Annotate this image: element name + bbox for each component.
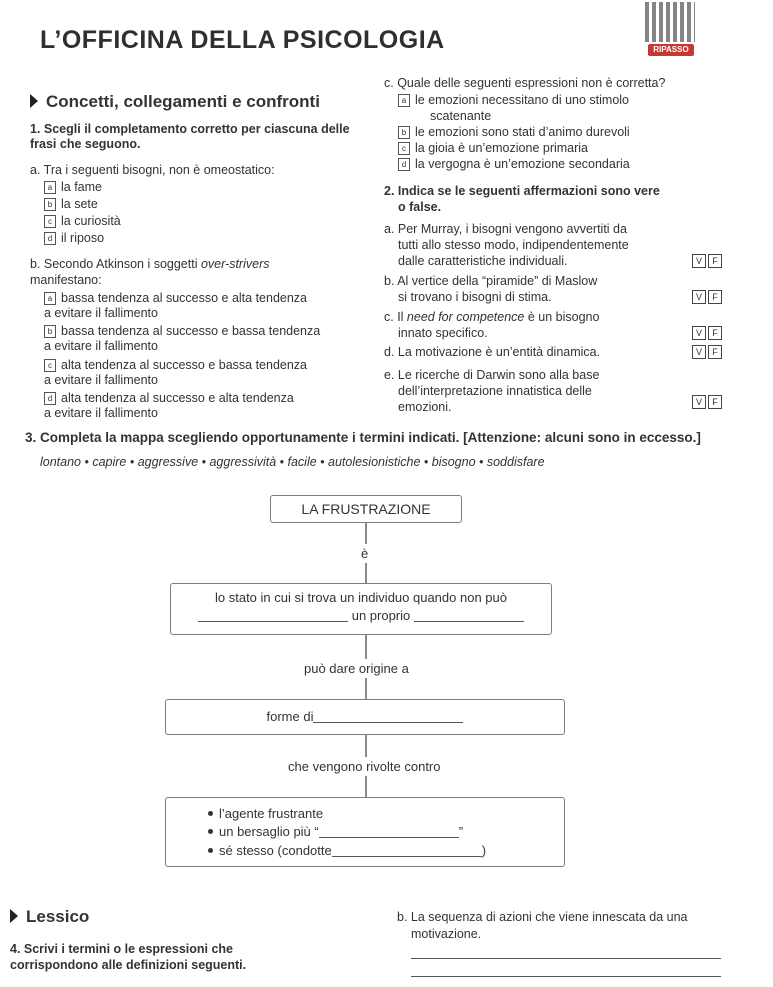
option-b-c-cont: a evitare il fallimento	[44, 373, 158, 387]
option-b-d-cont: a evitare il fallimento	[44, 406, 158, 420]
tf-e-line3: emozioni.	[398, 400, 452, 414]
option-letter-box: d	[44, 392, 56, 405]
tf-d-line1: d. La motivazione è un’entità dinamica.	[384, 345, 601, 359]
exercise-2-title-cont: o false.	[398, 200, 442, 214]
section-heading-text: Lessico	[26, 907, 90, 926]
option-letter-box: a	[44, 181, 56, 194]
true-box[interactable]: V	[692, 326, 706, 340]
question-b-prompt	[30, 257, 269, 272]
option-letter-box: b	[44, 198, 56, 211]
target-text: un bersaglio più “	[219, 824, 319, 839]
def-text: un proprio	[351, 608, 411, 623]
option-text: le emozioni necessitano di uno stimolo	[415, 93, 630, 107]
map-definition-node	[170, 583, 552, 635]
option-text: la sete	[61, 197, 98, 211]
tf-c-line2: innato specifico.	[398, 326, 488, 340]
true-box[interactable]: V	[692, 254, 706, 268]
option-letter-box: a	[398, 94, 410, 107]
target-1	[208, 806, 323, 821]
tf-c-text-2: è un bisogno	[524, 310, 600, 324]
option-c-c[interactable]	[398, 141, 588, 156]
option-letter-box: d	[398, 158, 410, 171]
exercise-4-title: 4. Scrivi i termini o le espressioni che	[10, 942, 234, 956]
prompt-text: b. Secondo Atkinson i soggetti	[30, 257, 201, 271]
bullet-dot-icon	[208, 829, 213, 834]
option-b-b[interactable]	[44, 324, 320, 339]
option-b-c[interactable]	[44, 358, 307, 373]
lessico-b-line1: b. La sequenza di azioni che viene innescata da una	[397, 910, 688, 924]
tf-a-boxes[interactable]	[690, 254, 722, 268]
option-letter-box: a	[44, 292, 56, 305]
tf-a-line3: dalle caratteristiche individuali.	[398, 254, 568, 268]
option-text: le emozioni sono stati d’animo durevoli	[415, 125, 630, 139]
option-b-b-cont: a evitare il fallimento	[44, 339, 158, 353]
ripasso-badge: RIPASSO	[648, 44, 694, 56]
target-3	[208, 843, 486, 858]
option-text: la curiosità	[61, 214, 121, 228]
map-label-origin: può dare origine a	[298, 659, 415, 678]
triangle-bullet-icon	[30, 94, 38, 108]
blank-field[interactable]	[313, 711, 463, 723]
answer-line[interactable]	[411, 976, 721, 977]
map-top-node: LA FRUSTRAZIONE	[270, 495, 462, 523]
blank-field[interactable]	[332, 845, 482, 857]
question-a-prompt: a. Tra i seguenti bisogni, non è omeostatico:	[30, 163, 275, 177]
blank-field[interactable]	[319, 826, 459, 838]
option-a-b[interactable]	[44, 197, 98, 212]
false-box[interactable]: F	[708, 254, 722, 268]
option-text: alta tendenza al successo e alta tendenza	[61, 391, 294, 405]
page-title: L’OFFICINA DELLA PSICOLOGIA	[40, 26, 445, 54]
tf-c-boxes[interactable]	[690, 326, 722, 340]
false-box[interactable]: F	[708, 326, 722, 340]
tf-b-line1: b. Al vertice della “piramide” di Maslow	[384, 274, 598, 288]
tf-e-boxes[interactable]	[690, 395, 722, 409]
bullet-dot-icon	[208, 811, 213, 816]
option-text: la fame	[61, 180, 102, 194]
option-c-d[interactable]	[398, 157, 630, 172]
target-text-close: )	[481, 843, 487, 858]
section-heading-text: Concetti, collegamenti e confronti	[46, 92, 320, 111]
option-a-a[interactable]	[44, 180, 102, 195]
tf-a-line1: a. Per Murray, i bisogni vengono avvertiti da	[384, 222, 627, 236]
bullet-dot-icon	[208, 848, 213, 853]
map-label-directed: che vengono rivolte contro	[282, 757, 446, 776]
true-box[interactable]: V	[692, 395, 706, 409]
option-letter-box: c	[44, 215, 56, 228]
forms-text: forme di	[266, 709, 314, 724]
def-line-1: lo stato in cui si trova un individuo quando non può	[215, 590, 507, 605]
option-text: alta tendenza al successo e bassa tendenza	[61, 358, 308, 372]
tf-e-line1: e. Le ricerche di Darwin sono alla base	[384, 368, 600, 382]
target-text-close: ”	[458, 824, 464, 839]
option-c-b[interactable]	[398, 125, 630, 140]
prompt-italic: over-strivers	[200, 257, 270, 271]
map-forms-node	[165, 699, 565, 735]
tf-b-line2: si trovano i bisogni di stima.	[398, 290, 552, 304]
tf-b-boxes[interactable]	[690, 290, 722, 304]
map-targets-node	[165, 797, 565, 867]
exercise-2-title: 2. Indica se le seguenti affermazioni sono vere	[384, 184, 660, 198]
option-a-d[interactable]	[44, 231, 104, 246]
section-heading-lessico	[10, 907, 89, 927]
option-letter-box: c	[398, 142, 410, 155]
option-text: il riposo	[61, 231, 105, 245]
option-b-a-cont: a evitare il fallimento	[44, 306, 158, 320]
exercise-4-title-cont: corrispondono alle definizioni seguenti.	[10, 958, 247, 972]
target-text: sé stesso (condotte	[219, 843, 332, 858]
tf-a-line2: tutti allo stesso modo, indipendentemente	[398, 238, 629, 252]
option-letter-box: d	[44, 232, 56, 245]
true-box[interactable]: V	[692, 290, 706, 304]
target-2	[208, 824, 463, 839]
tf-e-line2: dell’interpretazione innatistica delle	[398, 384, 592, 398]
false-box[interactable]: F	[708, 395, 722, 409]
tf-c-italic: need for competence	[406, 310, 525, 324]
option-c-a-cont: scatenante	[430, 109, 492, 123]
option-letter-box: b	[398, 126, 410, 139]
blank-field[interactable]	[198, 610, 348, 622]
exercise-1-title: 1. Scegli il completamento corretto per ciascuna delle frasi che seguono.	[30, 122, 350, 151]
exercise-3-title: 3. Completa la mappa scegliendo opportunamente i termini indicati. [Attenzione: alcuni sono in eccesso.]	[25, 430, 701, 445]
false-box[interactable]: F	[708, 345, 722, 359]
tf-c-text: c. Il	[384, 310, 407, 324]
option-letter-box: b	[44, 325, 56, 338]
blank-field[interactable]	[414, 610, 524, 622]
option-text: bassa tendenza al successo e bassa tendenza	[61, 324, 321, 338]
question-b-prompt-2: manifestano:	[30, 273, 102, 287]
tf-c-line1	[384, 310, 599, 325]
true-box[interactable]: V	[692, 345, 706, 359]
option-b-d[interactable]	[44, 391, 294, 406]
triangle-bullet-icon	[10, 909, 18, 923]
tf-d-boxes[interactable]	[690, 345, 722, 359]
false-box[interactable]: F	[708, 290, 722, 304]
map-label-e: è	[361, 546, 369, 561]
option-letter-box: c	[44, 359, 56, 372]
section-heading-concetti	[30, 92, 320, 112]
question-c-prompt: c. Quale delle seguenti espressioni non è corretta?	[384, 76, 666, 90]
option-a-c[interactable]	[44, 214, 121, 229]
option-text: bassa tendenza al successo e alta tendenza	[61, 291, 308, 305]
option-b-a[interactable]	[44, 291, 307, 306]
word-bank: lontano • capire • aggressive • aggressività • facile • autolesionistiche • bisogno • soddisfare	[40, 455, 545, 469]
def-line-2	[171, 608, 551, 623]
option-text: la gioia è un’emozione primaria	[415, 141, 589, 155]
option-text: la vergogna è un’emozione secondaria	[415, 157, 630, 171]
lessico-b-line2: motivazione.	[411, 927, 482, 941]
option-c-a[interactable]	[398, 93, 629, 108]
answer-line[interactable]	[411, 958, 721, 959]
target-text: l’agente frustrante	[219, 806, 324, 821]
qr-code-icon[interactable]	[645, 2, 695, 42]
